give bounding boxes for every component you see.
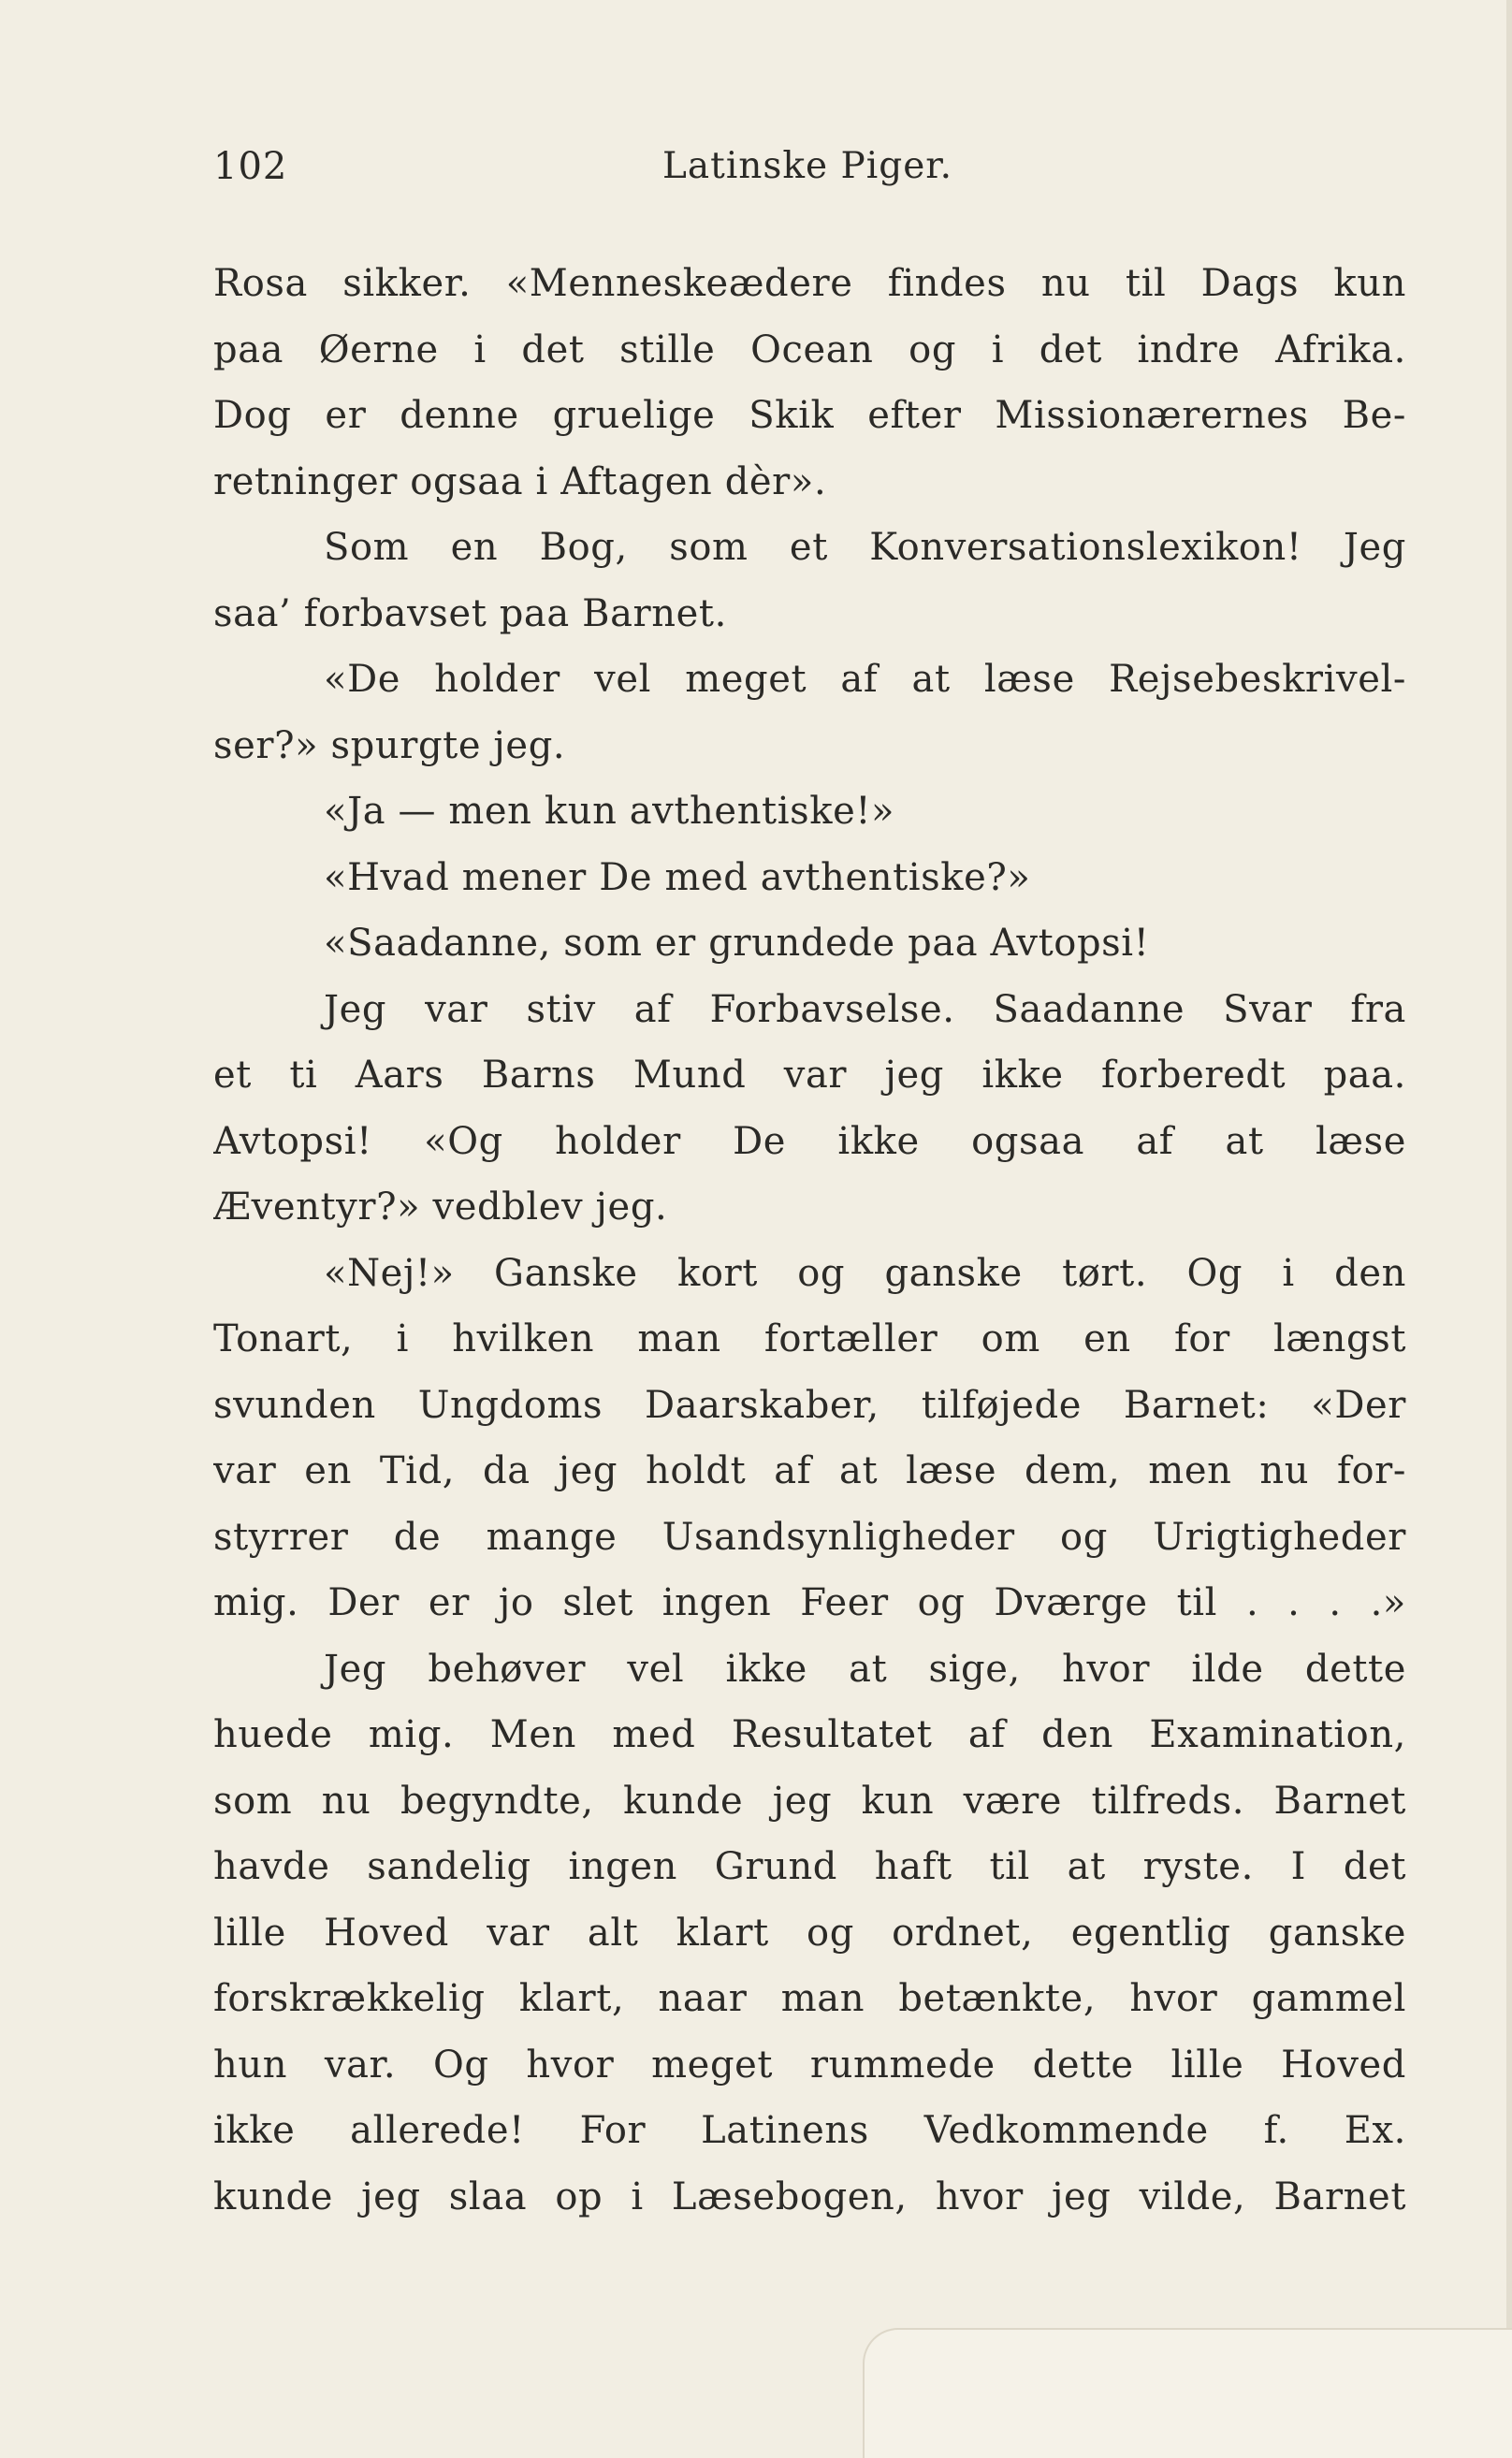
page-number: 102 [213, 145, 288, 188]
text-line: Æventyr?» vedblev jeg. [213, 1185, 668, 1229]
text-line: «Ja — men kun avthentiske!» [324, 790, 895, 833]
text-line: lille Hoved var alt klart og ordnet, egentlig ganske [213, 1911, 1406, 1955]
text-line: «Saadanne, som er grundede paa Avtopsi! [324, 922, 1150, 965]
text-line: paa Øerne i det stille Ocean og i det indre Afrika. [213, 327, 1406, 371]
text-line: Avtopsi! «Og holder De ikke ogsaa af at læse [213, 1119, 1406, 1163]
text-line: svunden Ungdoms Daarskaber, tilføjede Barnet: «Der [213, 1383, 1406, 1427]
text-line: Jeg var stiv af Forbavselse. Saadanne Svar fra [324, 987, 1406, 1031]
text-line: «De holder vel meget af at læse Rejsebeskrivel- [324, 658, 1406, 701]
text-line: hun var. Og hvor meget rummede dette lille Hoved [213, 2043, 1406, 2087]
text-line: havde sandelig ingen Grund haft til at ryste. I det [213, 1845, 1406, 1888]
text-line: «Nej!» Ganske kort og ganske tørt. Og i den [324, 1251, 1406, 1295]
text-line: var en Tid, da jeg holdt af at læse dem, men nu for- [213, 1449, 1406, 1492]
text-line: et ti Aars Barns Mund var jeg ikke forberedt paa. [213, 1054, 1406, 1097]
text-line: Jeg behøver vel ikke at sige, hvor ilde dette [324, 1647, 1406, 1691]
text-line: «Hvad mener De med avthentiske?» [324, 855, 1031, 899]
text-line: Rosa sikker. «Menneskeædere findes nu til Dags kun [213, 262, 1406, 305]
text-line: Tonart, i hvilken man fortæller om en for længst [213, 1317, 1406, 1360]
text-line: mig. Der er jo slet ingen Feer og Dværge til . . . .» [213, 1581, 1406, 1624]
page-edge [1506, 0, 1512, 2456]
running-title: Latinske Piger. [662, 145, 953, 187]
text-line: som nu begyndte, kunde jeg kun være tilfreds. Barnet [213, 1779, 1406, 1823]
text-line: forskrækkelig klart, naar man betænkte, hvor gammel [213, 1977, 1406, 2020]
text-line: Som en Bog, som et Konversationslexikon! Jeg [324, 526, 1406, 569]
text-line: ikke allerede! For Latinens Vedkommende f. Ex. [213, 2109, 1406, 2152]
library-stamp-outline [863, 2328, 1512, 2458]
text-line: huede mig. Men med Resultatet af den Examination, [213, 1713, 1406, 1756]
text-line: ser?» spurgte jeg. [213, 723, 566, 767]
text-line: saa’ forbavset paa Barnet. [213, 591, 727, 635]
page-header [213, 138, 1406, 195]
text-line: kunde jeg slaa op i Læsebogen, hvor jeg vilde, Barnet [213, 2174, 1406, 2218]
body-text [213, 251, 1406, 2230]
text-line: styrrer de mange Usandsynligheder og Urigtigheder [213, 1515, 1406, 1559]
text-line: Dog er denne gruelige Skik efter Missionærernes Be- [213, 394, 1406, 437]
text-line: retninger ogsaa i Aftagen dèr». [213, 459, 827, 503]
